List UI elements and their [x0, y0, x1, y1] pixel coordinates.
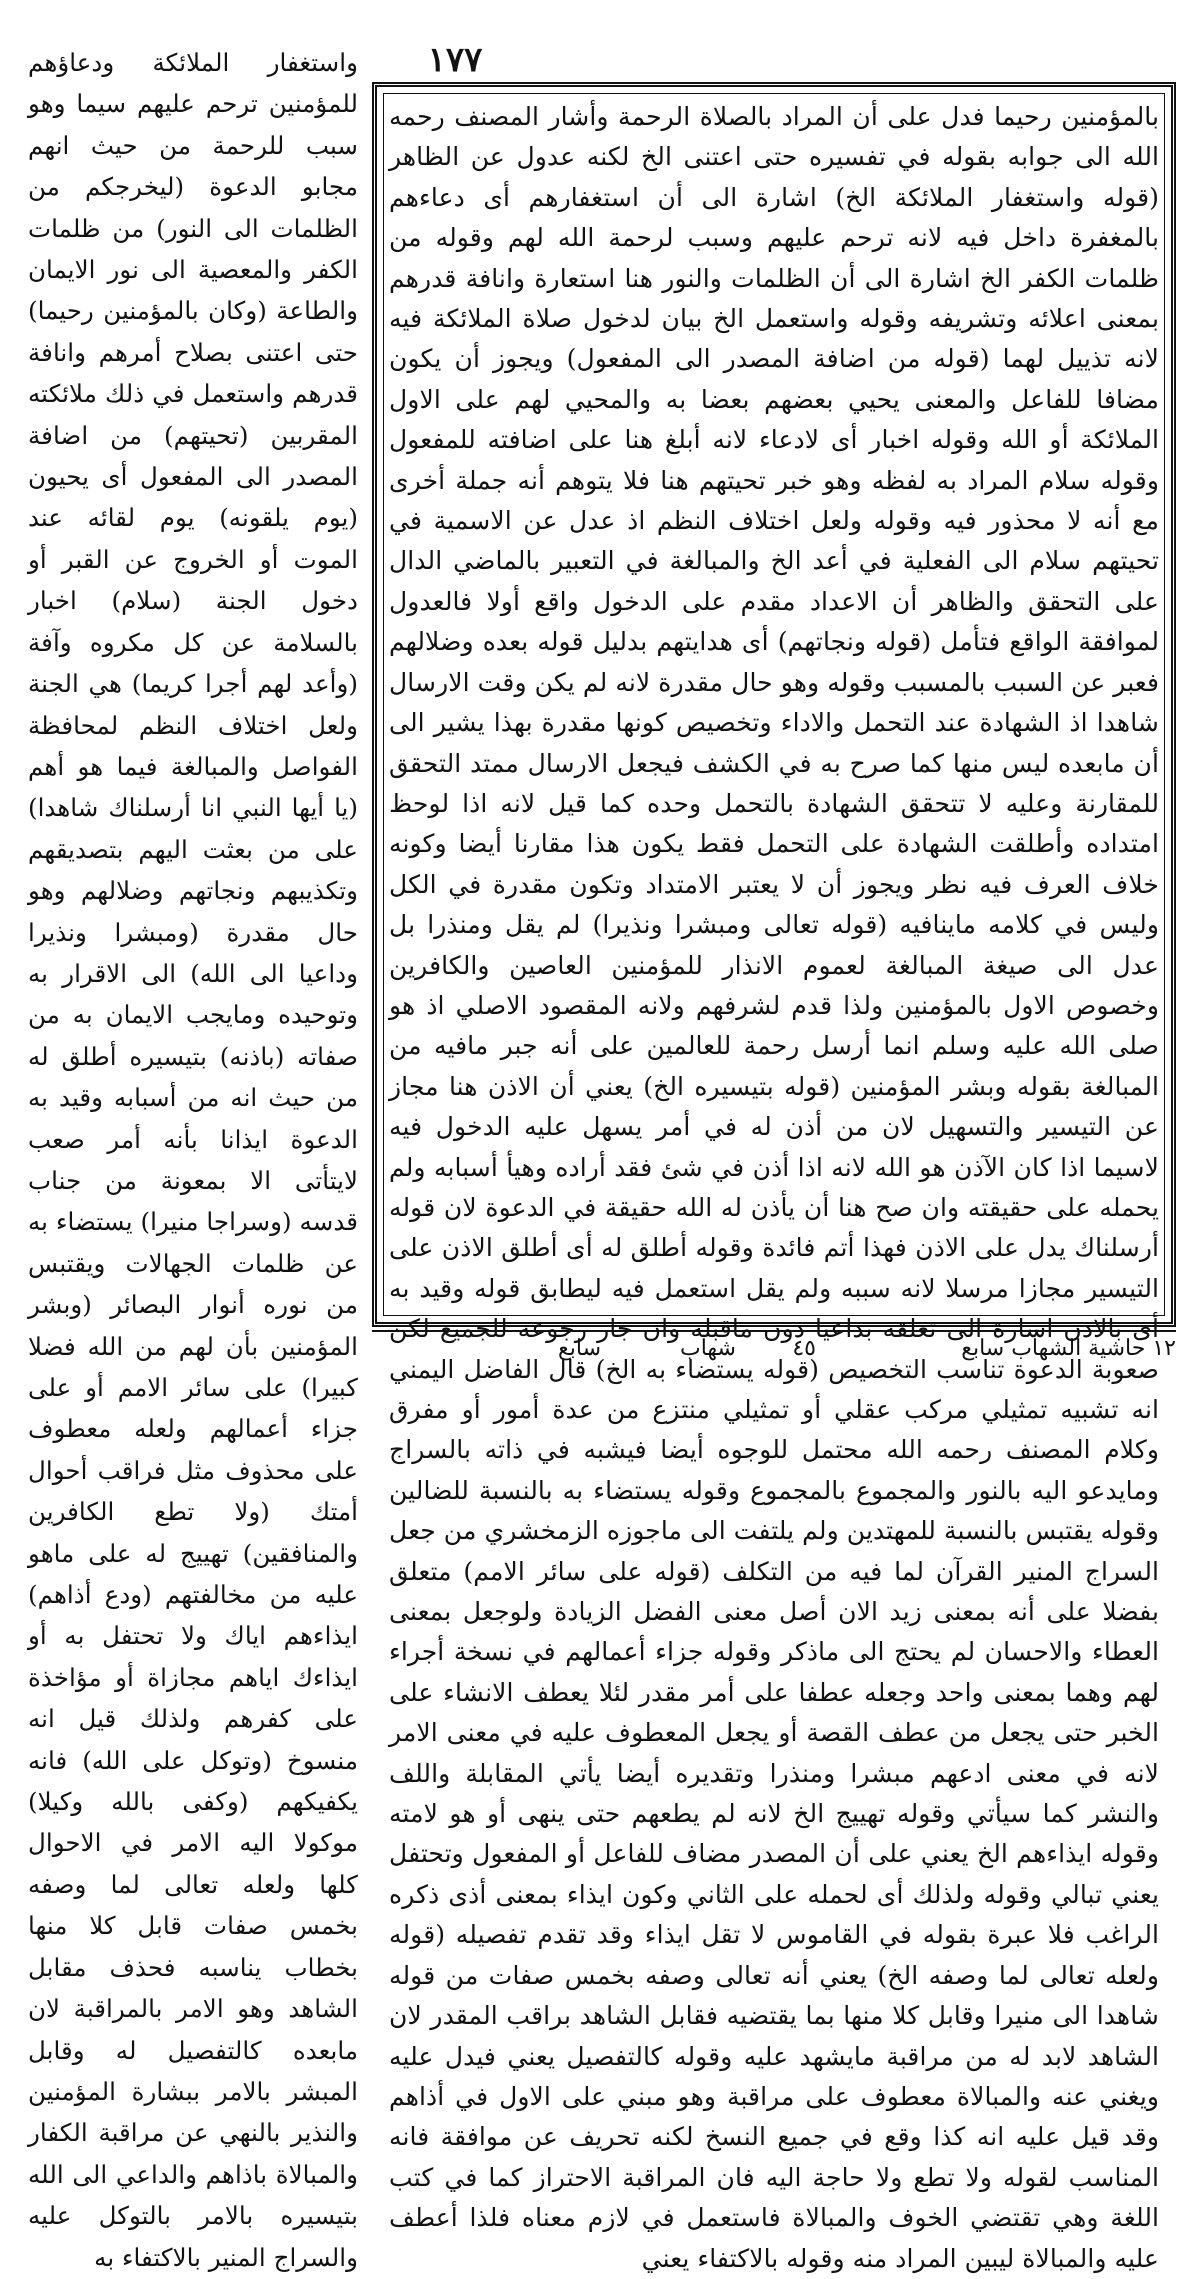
page-number: ١٧٧	[427, 40, 483, 80]
footer-rule	[372, 1330, 1176, 1332]
page-footer	[372, 1336, 1176, 1372]
footer-word-shihab: شهاب	[680, 1336, 736, 1361]
margin-tafsir-text: واستغفار الملائكة ودعاؤهم للمؤمنين ترحم عليهم سيما وهو سبب للرحمة من حيث انهم مجابو الدعوة (ليخرجكم من الظلمات الى النور) من ظلمات الكفر والمعصية الى نور الايمان والطاعة (وكان بالمؤمنين رحيما) حتى اعتنى بصلاح أمرهم وانافة قدرهم واستعمل في ذلك ملائكته المقربين (تحيتهم) من اضافة المصدر الى المفعول أى يحيون (يوم يلقونه) يوم لقائه عند الموت أو الخروج عن القبر أو دخول الجنة (سلام) اخبار بالسلامة عن كل مكروه وآفة (وأعد لهم أجرا كريما) هي الجنة ولعل اختلاف النظم لمحافظة الفواصل والمبالغة فيما هو أهم (يا أيها النبي انا أرسلناك شاهدا) على من بعثت اليهم بتصديقهم وتكذيبهم ونجاتهم وضلالهم وهو حال مقدرة (ومبشرا ونذيرا وداعيا الى الله) الى الاقرار به وتوحيده ومايجب الايمان به من صفاته (باذنه) بتيسيره أطلق له من حيث انه من أسبابه وقيد به الدعوة ايذانا بأنه أمر صعب لايتأتى الا بمعونة من جناب قدسه (وسراجا منيرا) يستضاء به عن ظلمات الجهالات ويقتبس من نوره أنوار البصائر (وبشر المؤمنين بأن لهم من الله فضلا كبيرا) على سائر الامم أو على جزاء أعمالهم ولعله معطوف على محذوف مثل فراقب أحوال أمتك (ولا تطع الكافرين والمنافقين) تهييج له على ماهو عليه من مخالفتهم (ودع أذاهم) ايذاءهم اياك ولا تحتفل به أو ايذاءك اياهم مجازاة أو مؤاخذة على كفرهم ولذلك قيل انه منسوخ (وتوكل على الله) فانه يكفيكهم (وكفى بالله وكيلا) موكولا اليه الامر في الاحوال كلها ولعله تعالى لما وصفه بخمس صفات قابل كلا منها بخطاب يناسبه فحذف مقابل الشاهد وهو الامر بالمراقبة لان مابعده كالتفصيل له وقابل المبشر بالامر ببشارة المؤمنين والنذير بالنهي عن مراقبة الكفار والمبالاة باذاهم والداعي الى الله بتيسيره بالامر بالتوكل عليه والسراج المنير بالاكتفاء به	[28, 48, 358, 2272]
margin-tafsir-column	[28, 42, 358, 2272]
footer-signature: ١٢ حاشية الشهاب سابع	[961, 1336, 1176, 1361]
commentary-text: بالمؤمنين رحيما فدل على أن المراد بالصلاة الرحمة وأشار المصنف رحمه الله الى جوابه بقوله في تفسيره حتى اعتنى الخ لكنه عدول عن الظاهر (قوله واستغفار الملائكة الخ) اشارة الى أن استغفارهم أى دعاءهم بالمغفرة داخل فيه لانه ترحم عليهم وسبب لرحمة الله لهم وقوله من ظلمات الكفر الخ اشارة الى أن الظلمات والنور هنا استعارة وانافة قدرهم بمعنى اعلائه وتشريفه وقوله واستعمل الخ بيان لدخول صلاة الملائكة فيه لانه تذييل لهما (قوله من اضافة المصدر الى المفعول) ويجوز أن يكون مضافا للفاعل والمعنى يحيي بعضهم بعضا به والمحيي لهم على الاول الملائكة أو الله وقوله اخبار أى لادعاء لانه أبلغ هنا على اضافته للمفعول وقوله سلام المراد به لفظه وهو خبر تحيتهم هنا فلا يتوهم أنه جملة أخرى مع أنه لا محذور فيه وقوله ولعل اختلاف النظم اذ عدل عن الاسمية في تحيتهم سلام الى الفعلية في أعد الخ والمبالغة في التعبير بالماضي الدال على التحقق والظاهر أن الاعداد مقدم على الدخول واقع أولا فالعدول لموافقة الواقع فتأمل (قوله ونجاتهم) أى هدايتهم بدليل قوله بعده وضلالهم فعبر عن السبب بالمسبب وقوله وهو حال مقدرة لانه لم يكن وقت الارسال شاهدا اذ الشهادة عند التحمل والاداء وتخصيص كونها مقدرة بهذا يشير الى أن مابعده ليس منها كما صرح به في الكشف فيجعل الارسال ممتد التحقق للمقارنة وعليه لا تتحقق الشهادة بالتحمل وحده كما قيل لانه اذا لوحظ امتداده وأطلقت الشهادة على التحمل فقط يكون هذا مقارنا أيضا وكونه خلاف العرف فيه نظر ويجوز أن لا يعتبر الامتداد وتكون مقدرة في الكل وليس في كلامه ماينافيه (قوله تعالى ومبشرا ونذيرا) لم يقل ومنذرا بل عدل الى صيغة المبالغة لعموم الانذار للمؤمنين العاصين والكافرين وخصوص الاول بالمؤمنين ولذا قدم لشرفهم ولانه المقصود الاصلي اذ هو صلى الله عليه وسلم انما أرسل رحمة للعالمين على أنه جبر مافيه من المبالغة بقوله وبشر المؤمنين (قوله بتيسيره الخ) يعني أن الاذن هنا مجاز عن التيسير والتسهيل لان من أذن له في أمر يسهل عليه الدخول فيه لاسيما اذا كان الآذن هو الله لانه اذا أذن في شئ فقد أراده وهيأ أسبابه ولم يحمله على حقيقته وان صح هنا أن يأذن له الله حقيقة في الدعوة لان قوله أرسلناك يدل على الاذن فهذا أتم فائدة وقوله أطلق له أى أطلق الاذن على التيسير مجازا مرسلا لانه سببه ولم يقل استعمل فيه ليطابق قوله وقيد به أى بالاذن اشارة الى تعلقه بداعيا دون ماقبله وان جاز رجوعه للجميع لكن صعوبة الدعوة تناسب التخصيص (قوله يستضاء به الخ) قال الفاضل اليمني انه تشبيه تمثيلي مركب عقلي أو تمثيلي منتزع من عدة أمور أو مفرق وكلام المصنف رحمه الله محتمل للوجوه أيضا فيشبه في ذاته بالسراج ومايدعو اليه بالنور والمجموع بالمجموع وقوله يستضاء به بالنسبة للضالين وقوله يقتبس بالنسبة للمهتدين ولم يلتفت الى ماجوزه الزمخشري من جعل السراج المنير القرآن لما فيه من التكلف (قوله على سائر الامم) متعلق بفضلا على أنه بمعنى زيد الان أصل معنى الفضل الزيادة ولوجعل بمعنى العطاء والاحسان لم يحتج الى ماذكر وقوله جزاء أعمالهم في نسخة أجراء لهم وهما بمعنى واحد وجعله عطفا على أمر مقدر لئلا يعطف الانشاء على الخبر حتى يجعل من عطف القصة أو يجعل المعطوف عليه في معنى الامر لانه في معنى ادعهم مبشرا ومنذرا وتقديره أيضا يأتي المقابلة واللف والنشر كما سيأتي وقوله تهييج الخ لانه لم يطعهم حتى ينهى أو هو لامته وقوله ايذاءهم الخ يعني على أن المصدر مضاف للفاعل أو المفعول وتحتفل يعني تبالي وقوله ولذلك أى لحمله على الثاني وكون ايذاء بمعنى أذى ذكره الراغب فلا عبرة بقوله في القاموس لا تقل ايذاء وقد تقدم تفصيله (قوله ولعله تعالى لما وصفه الخ) يعني أنه تعالى وصفه بخمس صفات من قوله شاهدا الى منيرا وقابل كلا منها بما يقتضيه فقابل الشاهد براقب المقدر لان الشاهد لابد له من مراقبة مايشهد عليه وقوله كالتفصيل يعني فيدل عليه ويغني عنه والمبالاة معطوف على مراقبة وهو مبني على الاول في أذاهم وقد قيل عليه انه كذا وقع في جميع النسخ لكنه تحريف عن موافقة فانه المناسب لقوله ولا تطع ولا حاجة اليه فان المراقبة الاحتراز كما في كتب اللغة وهي تقتضي الخوف والمبالاة فاستعمل في لازم معناه فلذا أعطف عليه والمبالاة ليبين المراد منه وقوله بالاكتفاء يعني	[389, 102, 1159, 2273]
footer-word-sabi: سابع	[558, 1336, 601, 1361]
footer-sheet-number: ٤٥	[792, 1336, 816, 1361]
